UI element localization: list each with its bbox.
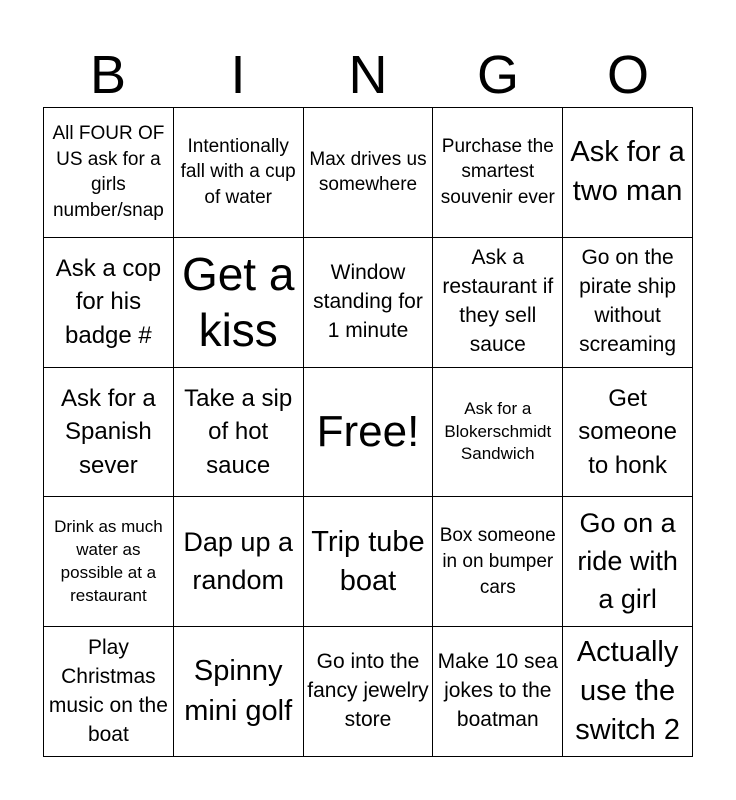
bingo-cell[interactable] bbox=[174, 627, 304, 757]
bingo-cell-text: Window standing for 1 minute bbox=[313, 260, 423, 342]
bingo-cell-text: Go on a ride with a girl bbox=[577, 508, 678, 614]
bingo-cell-free[interactable] bbox=[304, 368, 434, 498]
bingo-cell[interactable] bbox=[563, 368, 693, 498]
bingo-cell[interactable] bbox=[304, 497, 434, 627]
bingo-cell[interactable] bbox=[563, 497, 693, 627]
header-letter-o: O bbox=[606, 45, 649, 105]
bingo-cell[interactable] bbox=[563, 627, 693, 757]
bingo-cell-text: Play Christmas music on the boat bbox=[48, 635, 168, 746]
bingo-cell[interactable] bbox=[433, 497, 563, 627]
bingo-cell-text: Ask a cop for his badge # bbox=[55, 254, 162, 349]
bingo-cell-text: Purchase the smartest souvenir ever bbox=[440, 135, 555, 209]
bingo-cell-text: Box someone in on bumper cars bbox=[439, 525, 556, 598]
header-letter-b: B bbox=[89, 45, 127, 105]
bingo-header bbox=[43, 42, 693, 108]
bingo-cell-text: Dap up a random bbox=[183, 526, 293, 595]
bingo-cell-text: Ask for a Spanish sever bbox=[61, 384, 156, 479]
bingo-cell-text: Spinny mini golf bbox=[184, 655, 293, 727]
bingo-cell-text: Go into the fancy jewelry store bbox=[307, 650, 429, 732]
bingo-cell-text: Ask for a two man bbox=[570, 136, 685, 208]
bingo-cell-text: Trip tube boat bbox=[311, 525, 425, 597]
bingo-cell[interactable] bbox=[44, 627, 174, 757]
bingo-cell[interactable] bbox=[433, 238, 563, 368]
header-letter-g: G bbox=[476, 45, 519, 105]
bingo-cell[interactable] bbox=[44, 238, 174, 368]
header-letter-i: I bbox=[230, 45, 246, 105]
bingo-cell[interactable] bbox=[174, 108, 304, 238]
bingo-cell[interactable] bbox=[304, 627, 434, 757]
bingo-cell[interactable] bbox=[174, 368, 304, 498]
bingo-cell[interactable] bbox=[563, 238, 693, 368]
bingo-cell-text: All FOUR OF US ask for a girls number/snap bbox=[52, 122, 165, 222]
bingo-cell-text: Take a sip of hot sauce bbox=[184, 384, 293, 479]
bingo-cell[interactable] bbox=[174, 497, 304, 627]
bingo-cell-text: Get a kiss bbox=[181, 248, 295, 357]
bingo-cell[interactable] bbox=[44, 368, 174, 498]
bingo-cell-text: Ask for a Blokerschmidt Sandwich bbox=[444, 398, 552, 464]
bingo-cell-text: Max drives us somewhere bbox=[309, 148, 427, 196]
bingo-cell-text: Get someone to honk bbox=[578, 384, 677, 479]
bingo-cell[interactable] bbox=[304, 108, 434, 238]
bingo-cell[interactable] bbox=[44, 497, 174, 627]
bingo-cell-text: Make 10 sea jokes to the boatman bbox=[437, 650, 558, 732]
bingo-cell[interactable] bbox=[44, 108, 174, 238]
bingo-cell[interactable] bbox=[563, 108, 693, 238]
bingo-cell[interactable] bbox=[304, 238, 434, 368]
bingo-cell-text: Ask a restaurant if they sell sauce bbox=[442, 246, 554, 357]
bingo-cell[interactable] bbox=[433, 368, 563, 498]
bingo-cell-text: Drink as much water as possible at a restaurant bbox=[54, 516, 163, 605]
bingo-cell-text: Actually use the switch 2 bbox=[575, 635, 680, 747]
bingo-cell-text: Intentionally fall with a cup of water bbox=[180, 135, 296, 209]
free-space-text: Free! bbox=[316, 406, 420, 456]
header-letter-n: N bbox=[348, 45, 388, 105]
bingo-cell[interactable] bbox=[433, 627, 563, 757]
bingo-grid bbox=[43, 107, 693, 757]
bingo-cell[interactable] bbox=[174, 238, 304, 368]
bingo-cell[interactable] bbox=[433, 108, 563, 238]
bingo-cell-text: Go on the pirate ship without screaming bbox=[579, 246, 677, 357]
